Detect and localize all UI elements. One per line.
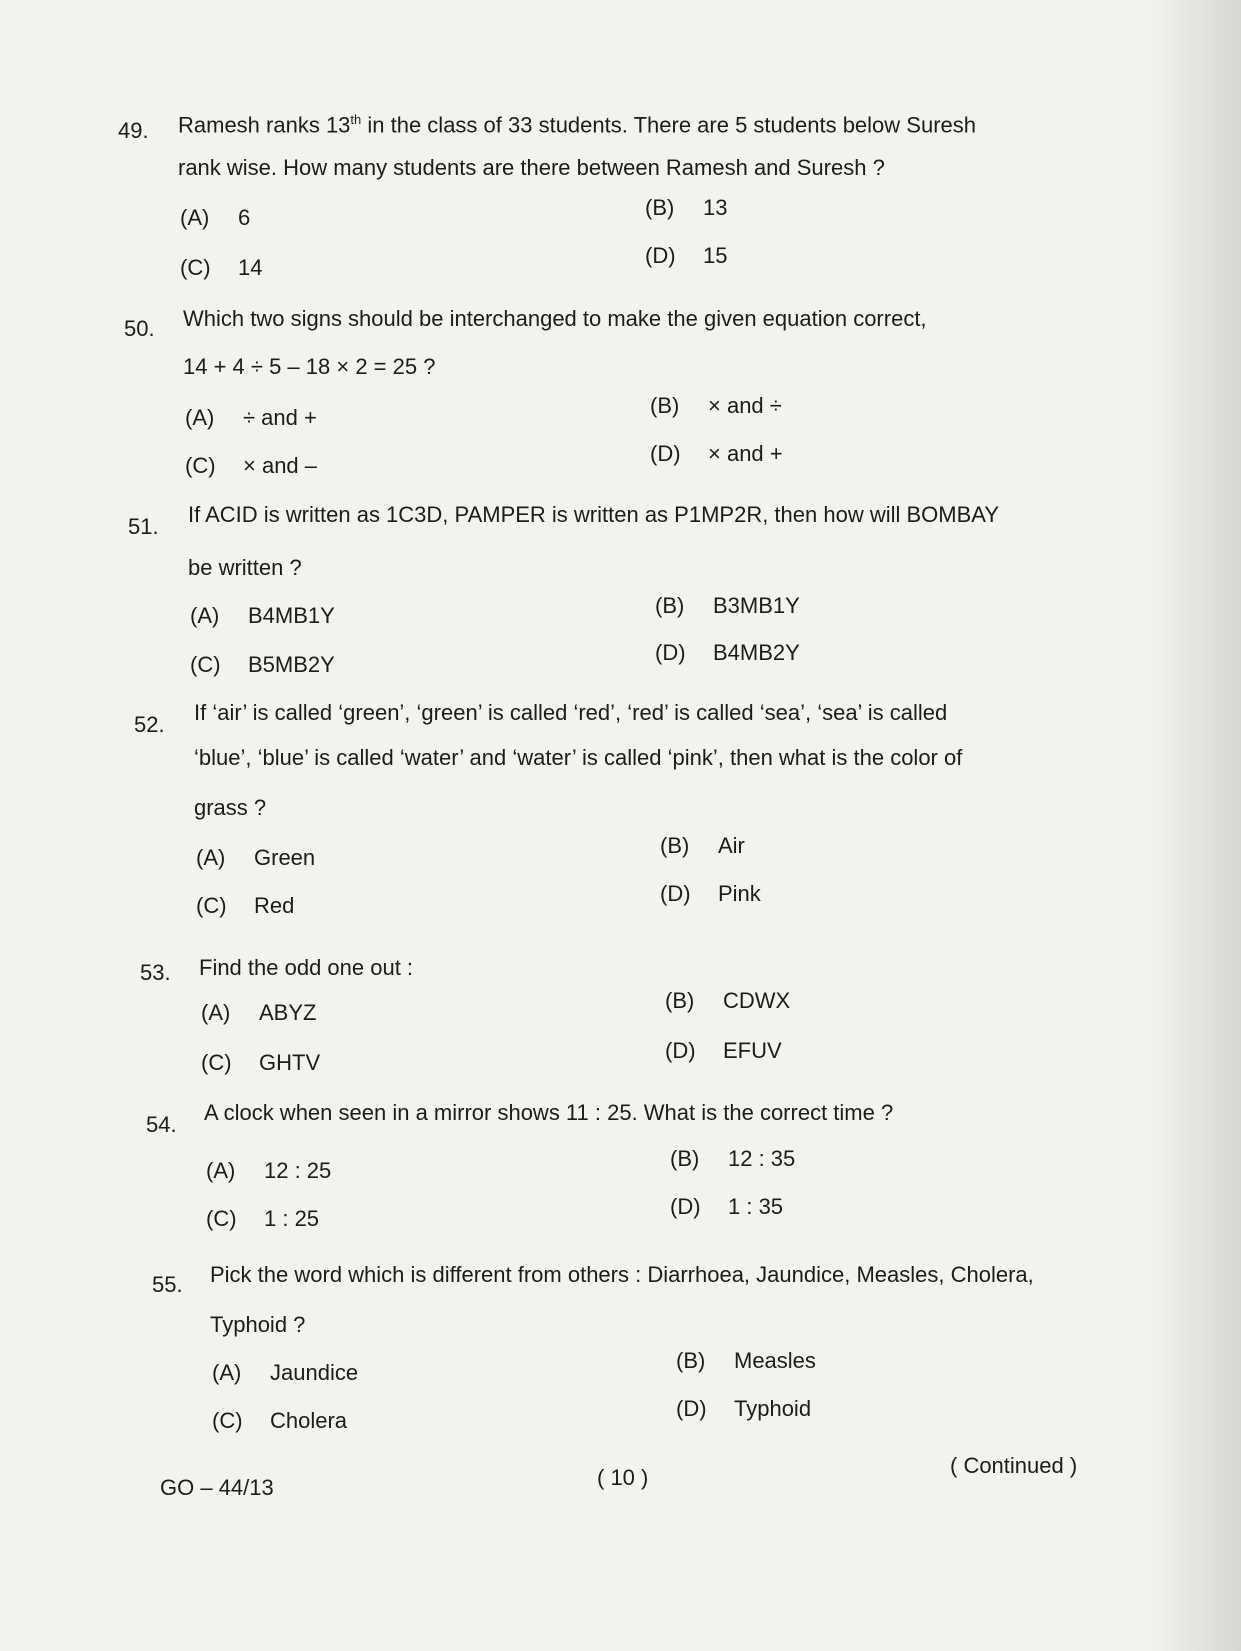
page-edge-shadow <box>1150 0 1241 1651</box>
option-b[interactable]: (B) × and ÷ <box>650 393 782 418</box>
option-d[interactable]: (D) 1 : 35 <box>670 1194 784 1219</box>
question-text: ‘blue’, ‘blue’ is called ‘water’ and ‘water’ is called ‘pink’, then what is the color of <box>194 745 963 770</box>
option-b[interactable]: (B) 13 <box>645 195 728 220</box>
option-d[interactable]: (D) Pink <box>660 881 761 906</box>
question-text: 14 + 4 ÷ 5 – 18 × 2 = 25 ? <box>183 354 436 379</box>
option-d[interactable]: (D) EFUV <box>665 1038 782 1063</box>
option-b[interactable]: (B) Measles <box>676 1348 816 1373</box>
option-a[interactable]: (A) ÷ and + <box>185 405 317 430</box>
continued-label: ( Continued ) <box>950 1453 1078 1478</box>
option-d[interactable]: (D) B4MB2Y <box>655 640 800 665</box>
question-text: rank wise. How many students are there between Ramesh and Suresh ? <box>178 155 885 180</box>
question-text: If ACID is written as 1C3D, PAMPER is written as P1MP2R, then how will BOMBAY <box>188 502 999 527</box>
question-text: Ramesh ranks 13th in the class of 33 students. There are 5 students below Suresh <box>178 112 976 138</box>
option-c[interactable]: (C) × and – <box>185 453 318 478</box>
option-c[interactable]: (C) Cholera <box>212 1408 348 1433</box>
option-d[interactable]: (D) × and + <box>650 441 783 466</box>
question-number: 53. <box>140 960 171 985</box>
question-number: 54. <box>146 1112 177 1137</box>
option-c[interactable]: (C) GHTV <box>201 1050 321 1075</box>
option-d[interactable]: (D) 15 <box>645 243 728 268</box>
option-a[interactable]: (A) 12 : 25 <box>206 1158 332 1183</box>
question-text: Pick the word which is different from others : Diarrhoea, Jaundice, Measles, Cholera, <box>210 1262 1034 1287</box>
option-a[interactable]: (A) Jaundice <box>212 1360 359 1385</box>
option-a[interactable]: (A) B4MB1Y <box>190 603 335 628</box>
question-number: 50. <box>124 316 155 341</box>
question-number: 49. <box>118 118 149 143</box>
question-text: be written ? <box>188 555 302 580</box>
exam-code: GO – 44/13 <box>160 1475 274 1500</box>
option-b[interactable]: (B) Air <box>660 833 745 858</box>
option-d[interactable]: (D) Typhoid <box>676 1396 812 1421</box>
question-number: 51. <box>128 514 159 539</box>
page-number: ( 10 ) <box>597 1465 649 1490</box>
option-c[interactable]: (C) Red <box>196 893 295 918</box>
question-text: A clock when seen in a mirror shows 11 : 25. What is the correct time ? <box>204 1100 894 1125</box>
question-number: 55. <box>152 1272 183 1297</box>
option-b[interactable]: (B) CDWX <box>665 988 791 1013</box>
option-c[interactable]: (C) B5MB2Y <box>190 652 335 677</box>
question-text: Typhoid ? <box>210 1312 306 1337</box>
option-b[interactable]: (B) 12 : 35 <box>670 1146 796 1171</box>
question-text: grass ? <box>194 795 267 820</box>
option-a[interactable]: (A) ABYZ <box>201 1000 317 1025</box>
option-a[interactable]: (A) Green <box>196 845 316 870</box>
question-text: Which two signs should be interchanged to make the given equation correct, <box>183 306 927 331</box>
option-b[interactable]: (B) B3MB1Y <box>655 593 800 618</box>
question-text: If ‘air’ is called ‘green’, ‘green’ is called ‘red’, ‘red’ is called ‘sea’, ‘sea’ is called <box>194 700 948 725</box>
option-c[interactable]: (C) 1 : 25 <box>206 1206 320 1231</box>
question-number: 52. <box>134 712 165 737</box>
question-text: Find the odd one out : <box>199 955 414 980</box>
option-c[interactable]: (C) 14 <box>180 255 263 280</box>
option-a[interactable]: (A) 6 <box>180 205 251 230</box>
